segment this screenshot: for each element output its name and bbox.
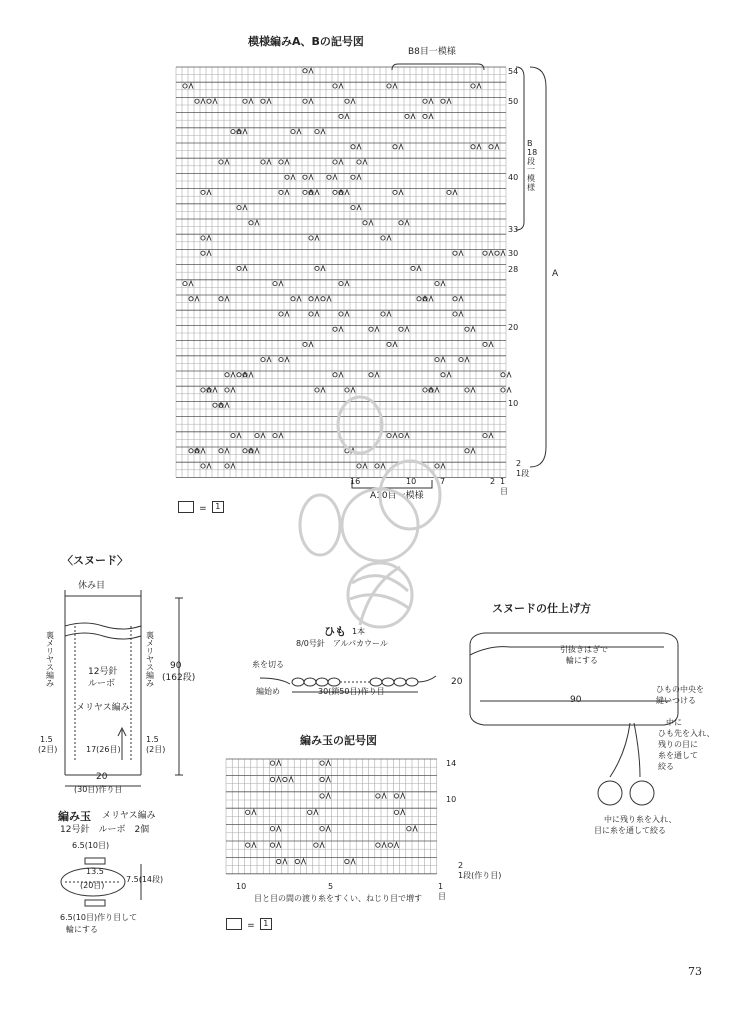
finish-width: 90 (570, 695, 582, 705)
row-num-40: 40 (508, 173, 519, 182)
ball-top: 6.5(10目) (72, 841, 110, 850)
legend-blank-square (178, 501, 194, 513)
chart-b-title: 編み玉の記号図 (300, 734, 377, 747)
row-num-30: 30 (508, 249, 519, 258)
row-num-28: 28 (508, 265, 519, 274)
finish-note3e: 絞る (658, 762, 674, 771)
ball-bottom2: 輪にする (66, 925, 98, 934)
col-num-16: 16 (350, 477, 361, 486)
snood-title: 〈スヌード〉 (62, 554, 128, 567)
page-number: 73 (688, 965, 702, 978)
ball-shape (55, 850, 175, 920)
cord-cut: 糸を切る (252, 660, 284, 669)
row-num-1: 1段 (516, 469, 530, 478)
legend-eq: = (199, 504, 207, 514)
snood-edge-right: 1.5 (146, 735, 159, 744)
snood-cast-on: (30目)作り目 (74, 785, 123, 794)
finish-note1b: 輪にする (566, 656, 598, 665)
col-num-7: 7 (440, 477, 446, 486)
cord-title: ひも (324, 625, 346, 638)
cord-start: 編始め (256, 687, 280, 696)
finish-note4b: 目に糸を通して絞る (594, 826, 666, 835)
snood-edge-right-rows: (2目) (146, 745, 166, 754)
finish-note3: 中に (666, 718, 682, 727)
chart-b-col-10: 10 (236, 882, 247, 891)
b-range-bracket (516, 67, 524, 230)
snood-rest-stitch: 休み目 (78, 581, 106, 591)
col-unit-a: 目 (500, 487, 508, 496)
ball-mid: 13.5 (86, 867, 104, 876)
row-num-33: 33 (508, 225, 519, 234)
finish-note2: ひもの中央を (656, 685, 704, 694)
a-range-bracket (530, 67, 546, 467)
cord-chain: 30(鎖50目)作り目 (318, 687, 385, 696)
chart-b-col-unit: 目 (438, 892, 446, 901)
chart-b-row-1: 1段(作り目) (458, 871, 502, 880)
snood-shape (55, 590, 195, 790)
col-num-2: 2 (490, 477, 496, 486)
legend-b-blank-square (226, 918, 242, 930)
chart-b-note: 目と目の間の渡り糸をすくい、ねじり目で増す (254, 894, 422, 903)
col-num-1: 1 (500, 477, 506, 486)
snood-body-stitch: メリヤス編み (76, 703, 130, 713)
snood-height-rows: (162段) (162, 673, 196, 683)
chart-a-top-label: B8目一模様 (408, 47, 456, 57)
finish-note3b: ひも先を入れ、 (658, 729, 715, 738)
chart-b-legend (226, 913, 272, 932)
chart-b-grid (220, 755, 450, 885)
finish-note2b: 縫いつける (656, 696, 696, 705)
finish-note3d: 糸を通して (658, 751, 698, 760)
chart-b-col-5: 5 (328, 882, 334, 891)
finish-title: スヌードの仕上げ方 (492, 602, 591, 615)
watermark-cactus-yarn-illustration (290, 385, 460, 645)
ball-spec: 12号針 ルーボ 2個 (60, 825, 150, 835)
ball-title: 編み玉 (58, 810, 91, 823)
row-num-50: 50 (508, 97, 519, 106)
chart-b-row-10: 10 (446, 795, 457, 804)
chart-b-grid-lines (226, 759, 437, 874)
ball-stitch: メリヤス編み (102, 811, 156, 821)
snood-left-side: 裏メリヤス編み (46, 631, 54, 688)
b-repeat-label: B 18段一模様 (527, 139, 538, 192)
snood-right-side: 裏メリヤス編み (146, 631, 154, 688)
cord-count: 1本 (352, 627, 366, 636)
ball-mid-rows: (20目) (80, 881, 105, 890)
finish-note3c: 残りの目に (658, 740, 698, 749)
chart-a-bottom-label: A10目一模様 (370, 491, 424, 501)
cord-needle: 8/0号針 アルパカウール (296, 639, 388, 648)
chart-b-row-14: 14 (446, 759, 457, 768)
snood-height: 90 (170, 661, 182, 671)
snood-needle-label: ルーボ (88, 679, 116, 689)
finish-note1: 引抜きはぎで (560, 645, 608, 654)
chart-b-row-2: 2 (458, 861, 464, 870)
snood-edge-left-rows: (2目) (38, 745, 58, 754)
legend-knit-symbol: 1 (212, 501, 224, 513)
ball-side: 7.5(14段) (126, 875, 164, 884)
legend-b-eq: = (247, 921, 255, 931)
col-num-10: 10 (406, 477, 417, 486)
snood-width: 20 (96, 772, 108, 782)
snood-inner: 17(26目) (86, 745, 121, 754)
row-num-2: 2 (516, 459, 522, 468)
row-num-10: 10 (508, 399, 519, 408)
row-num-20: 20 (508, 323, 519, 332)
a-range-label: A (552, 269, 559, 279)
snood-edge-left: 1.5 (40, 735, 53, 744)
legend-b-knit-symbol: 1 (260, 918, 272, 930)
row-num-54: 54 (508, 67, 519, 76)
ball-bottom: 6.5(10目)作り目して (60, 913, 138, 922)
chart-a-legend (178, 496, 224, 515)
chart-b-col-1: 1 (438, 882, 444, 891)
snood-needle: 12号針 (88, 667, 118, 677)
finish-note4: 中に残り糸を入れ、 (604, 815, 677, 824)
finish-height: 20 (451, 677, 463, 687)
chart-a-title: 模様編みA、Bの記号図 (248, 35, 364, 48)
